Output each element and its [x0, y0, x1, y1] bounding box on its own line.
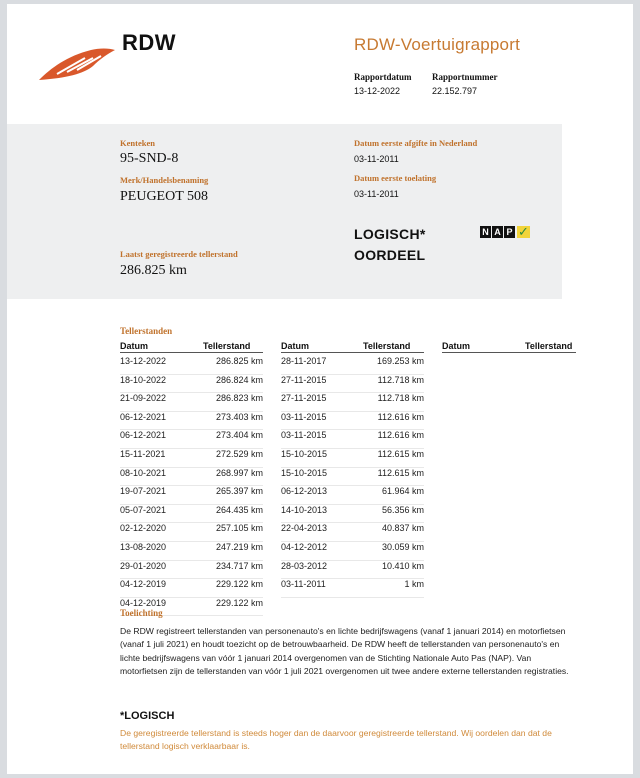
- reading-km: 272.529 km: [215, 448, 263, 459]
- report-title: RDW-Voertuigrapport: [354, 35, 520, 54]
- plate-label: Kenteken: [120, 138, 155, 148]
- report-date-label: Rapportdatum: [354, 72, 412, 82]
- reading-date: 06-12-2021: [120, 430, 167, 441]
- first-admission-date: 03-11-2011: [354, 189, 399, 199]
- reading-km: 61.964 km: [381, 486, 424, 497]
- reading-date: 28-11-2017: [281, 356, 327, 366]
- reading-date: 03-11-2015: [281, 430, 327, 441]
- reading-date: 15-10-2015: [281, 448, 328, 459]
- reading-date: 06-12-2013: [281, 486, 328, 497]
- col-head-reading: Tellerstand: [203, 341, 251, 351]
- reading-date: 27-11-2015: [281, 393, 327, 404]
- logisch-heading: *LOGISCH: [120, 710, 175, 722]
- first-nl-date: 03-11-2011: [354, 154, 399, 164]
- reading-km: 30.059 km: [381, 541, 424, 552]
- reading-km: 1 km: [404, 579, 424, 590]
- report-number: 22.152.797: [432, 86, 478, 96]
- reading-km: 264.435 km: [215, 504, 263, 515]
- reading-date: 21-09-2022: [120, 393, 167, 404]
- reading-row: [120, 356, 263, 375]
- header-rule: [442, 352, 576, 353]
- reading-km: 229.122 km: [215, 579, 263, 590]
- reading-row: [120, 486, 263, 505]
- reading-km: 169.253 km: [376, 356, 424, 366]
- reading-date: 08-10-2021: [120, 467, 167, 478]
- reading-date: 27-11-2015: [281, 374, 327, 385]
- reading-km: 229.122 km: [215, 597, 263, 608]
- reading-km: 56.356 km: [381, 504, 424, 515]
- reading-km: 112.718 km: [377, 374, 424, 385]
- explanation-section-title: Toelichting: [120, 608, 163, 618]
- reading-date: 15-10-2015: [281, 467, 328, 478]
- col-head-date: Datum: [281, 341, 310, 351]
- reading-km: 286.823 km: [215, 393, 263, 404]
- col-head-reading: Tellerstand: [363, 341, 411, 351]
- verdict: [354, 224, 426, 266]
- reading-row: [120, 505, 263, 524]
- reading-row: [281, 468, 424, 487]
- readings-column-1: [120, 356, 263, 616]
- reading-row: [120, 449, 263, 468]
- rdw-logo-icon: [37, 44, 117, 84]
- reading-date: 22-04-2013: [281, 523, 328, 534]
- reading-row: [281, 542, 424, 561]
- reading-date: 14-10-2013: [281, 504, 328, 515]
- reading-date: 06-12-2021: [120, 411, 167, 422]
- reading-km: 247.219 km: [215, 541, 263, 552]
- reading-km: 286.825 km: [215, 356, 263, 366]
- reading-row: [281, 579, 424, 598]
- reading-row: [281, 505, 424, 524]
- report-date: 13-12-2022: [354, 86, 401, 96]
- report-page: [7, 4, 633, 774]
- reading-row: [281, 412, 424, 431]
- reading-km: 265.397 km: [215, 486, 263, 497]
- reading-row: [281, 561, 424, 580]
- odometer-value: 286.825 km: [120, 263, 187, 278]
- reading-date: 04-12-2012: [281, 541, 328, 552]
- reading-row: [281, 523, 424, 542]
- reading-km: 286.824 km: [215, 374, 263, 385]
- reading-date: 19-07-2021: [120, 486, 167, 497]
- reading-row: [120, 561, 263, 580]
- readings-column-2: [281, 356, 424, 598]
- reading-km: 112.718 km: [377, 393, 424, 404]
- reading-row: [281, 486, 424, 505]
- reading-km: 112.615 km: [377, 467, 424, 478]
- reading-km: 112.616 km: [377, 411, 424, 422]
- plate-value: 95-SND-8: [120, 151, 179, 166]
- col-head-date: Datum: [442, 341, 471, 351]
- reading-row: [120, 393, 263, 412]
- reading-row: [120, 375, 263, 394]
- reading-date: 29-01-2020: [120, 560, 167, 571]
- reading-row: [281, 375, 424, 394]
- reading-row: [281, 356, 424, 375]
- readings-section-title: Tellerstanden: [120, 326, 173, 336]
- reading-km: 40.837 km: [381, 523, 424, 534]
- header-rule: [281, 352, 424, 353]
- reading-km: 273.404 km: [215, 430, 263, 441]
- nap-badge: [480, 225, 530, 239]
- reading-row: [281, 393, 424, 412]
- reading-row: [120, 542, 263, 561]
- reading-km: 10.410 km: [381, 560, 424, 571]
- reading-km: 268.997 km: [215, 467, 263, 478]
- reading-row: [120, 412, 263, 431]
- reading-row: [120, 523, 263, 542]
- reading-date: 04-12-2019: [120, 597, 167, 608]
- report-number-label: Rapportnummer: [432, 72, 498, 82]
- reading-date: 13-08-2020: [120, 541, 167, 552]
- logisch-text: De geregistreerde tellerstand is steeds hoger dan de daarvoor geregistreerde tellerstand. Wij oordelen dan dat de tellerstand logisch verklaarbaar is.: [120, 728, 552, 752]
- reading-km: 112.616 km: [377, 430, 424, 441]
- reading-km: 112.615 km: [377, 448, 424, 459]
- reading-date: 02-12-2020: [120, 523, 167, 534]
- reading-date: 13-12-2022: [120, 356, 167, 366]
- col-head-reading: Tellerstand: [525, 341, 573, 351]
- reading-date: 18-10-2022: [120, 374, 167, 385]
- header-rule: [120, 352, 263, 353]
- reading-row: [281, 430, 424, 449]
- verdict-line-2: OORDEEL: [354, 247, 426, 263]
- reading-km: 234.717 km: [215, 560, 263, 571]
- first-nl-label: Datum eerste afgifte in Nederland: [354, 138, 478, 148]
- reading-row: [281, 449, 424, 468]
- make-label: Merk/Handelsbenaming: [120, 175, 209, 185]
- explanation-text: De RDW registreert tellerstanden van personenauto's en lichte bedrijfswagens (vanaf 1 januari 2014) en motorfietsen (vanaf 1 juli 2021) en houdt toezicht op de betrouwbaarheid. De RDW heeft de tellerstanden van personenauto's en lichte bedrijfswagens van vóór 1 januari 2014 overgenomen van de Stichting Nationale Auto Pas (NAP). Van motorfietsen zijn de tellerstanden van vóór 1 juli 2021 overgenomen uit twee andere externe tellerstanden registraties.: [120, 626, 569, 676]
- nap-letter: N: [480, 226, 491, 238]
- nap-letter: P: [504, 226, 515, 238]
- odometer-label: Laatst geregistreerde tellerstand: [120, 249, 238, 259]
- reading-date: 04-12-2019: [120, 579, 167, 590]
- reading-km: 273.403 km: [215, 411, 263, 422]
- nap-letter: A: [492, 226, 503, 238]
- reading-date: 28-03-2012: [281, 560, 328, 571]
- first-admission-label: Datum eerste toelating: [354, 173, 437, 183]
- reading-date: 15-11-2021: [120, 448, 166, 459]
- reading-row: [120, 468, 263, 487]
- reading-row: [120, 579, 263, 598]
- verdict-line-1: LOGISCH*: [354, 226, 426, 242]
- vehicle-summary-panel: [7, 124, 562, 299]
- reading-row: [120, 430, 263, 449]
- reading-km: 257.105 km: [215, 523, 263, 534]
- col-head-date: Datum: [120, 341, 149, 351]
- check-icon: ✓: [518, 224, 529, 239]
- make-value: PEUGEOT 508: [120, 189, 209, 204]
- reading-date: 05-07-2021: [120, 504, 167, 515]
- reading-date: 03-11-2011: [281, 579, 326, 590]
- brand-name: RDW: [122, 30, 177, 55]
- reading-date: 03-11-2015: [281, 411, 327, 422]
